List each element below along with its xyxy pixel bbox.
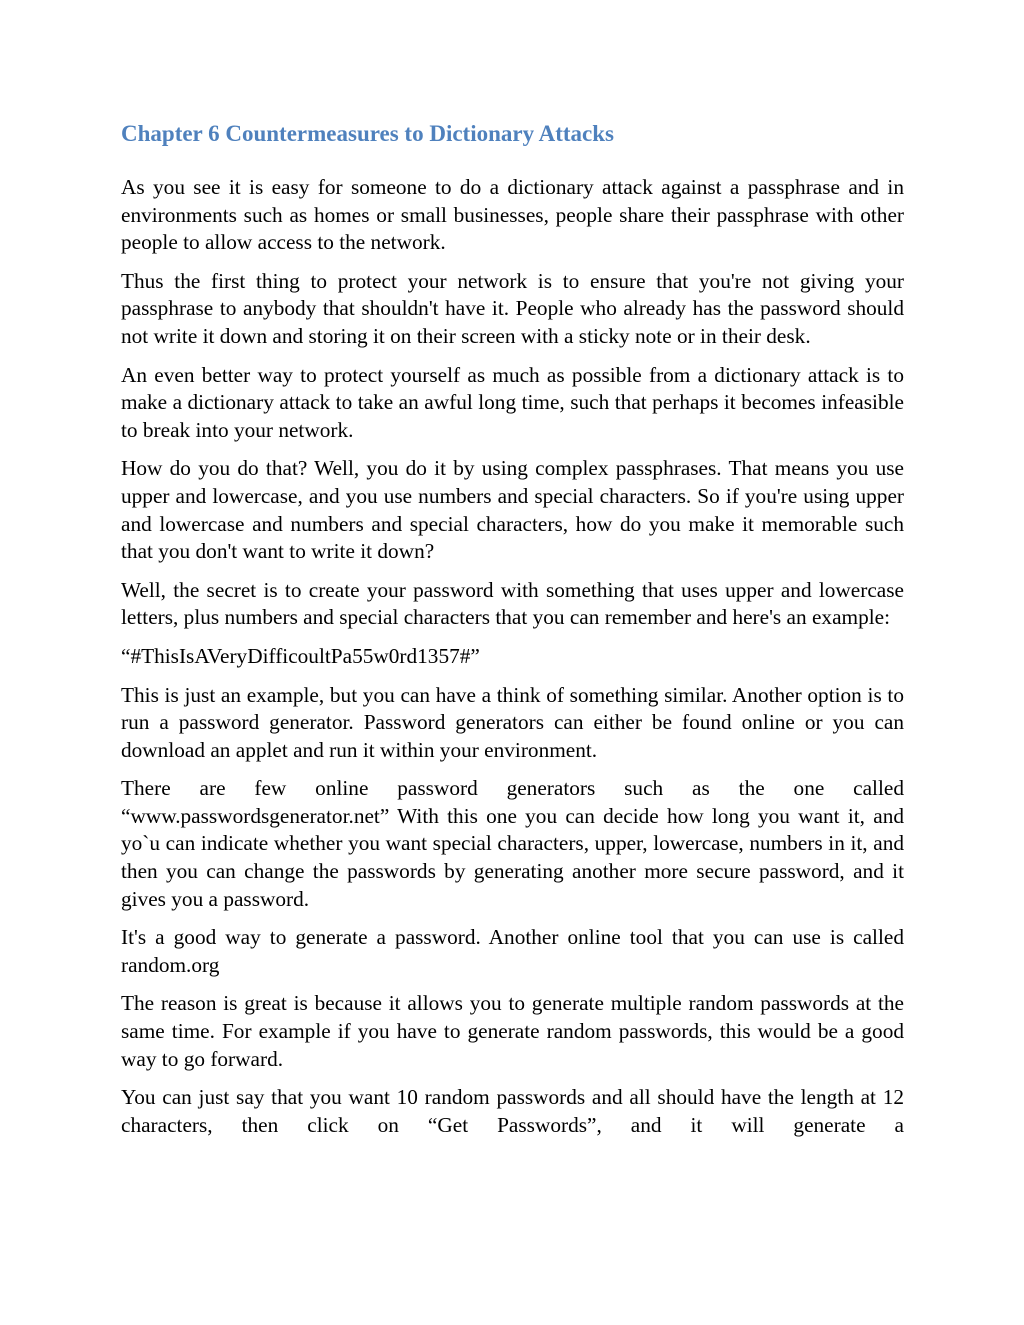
document-page <box>121 118 904 1150</box>
paragraph: There are few online password generators such as the one called “www.passwordsgenerator.net” With this one you can decide how long you want it, and yo`u can indicate whether you want special characters, upper, lowercase, numbers in it, and then you can change the passwords by generating another more secure password, and it gives you a password. <box>121 776 904 911</box>
paragraph: How do you do that? Well, you do it by using complex passphrases. That means you use upper and lowercase, and you use numbers and special characters. So if you're using upper and lowercase and numbers and special characters, how do you make it memorable such that you don't want to write it down? <box>121 456 904 564</box>
paragraph: This is just an example, but you can have a think of something similar. Another option is to run a password generator. Password generators can either be found online or you can download an applet and run it within your environment. <box>121 682 904 762</box>
paragraph: Thus the first thing to protect your network is to ensure that you're not giving your passphrase to anybody that shouldn't have it. People who already has the password should not write it down and storing it on their screen with a sticky note or in their desk. <box>121 268 904 348</box>
paragraph: An even better way to protect yourself as much as possible from a dictionary attack is to make a dictionary attack to take an awful long time, such that perhaps it becomes infeasible to break into your network. <box>121 362 904 442</box>
paragraph: It's a good way to generate a password. Another online tool that you can use is called random.org <box>121 925 904 977</box>
paragraph: The reason is great is because it allows you to generate multiple random passwords at the same time. For example if you have to generate random passwords, this would be a good way to go forward. <box>121 991 904 1071</box>
paragraph: As you see it is easy for someone to do a dictionary attack against a passphrase and in environments such as homes or small businesses, people share their passphrase with other people to allow access to the network. <box>121 175 904 255</box>
paragraph: You can just say that you want 10 random passwords and all should have the length at 12 characters, then click on “Get Passwords”, and it will generate a <box>121 1085 904 1137</box>
chapter-title: Chapter 6 Countermeasures to Dictionary Attacks <box>121 121 614 146</box>
example-password: “#ThisIsAVeryDifficoultPa55w0rd1357#” <box>121 643 480 668</box>
paragraph: Well, the secret is to create your password with something that uses upper and lowercase letters, plus numbers and special characters that you can remember and here's an example: <box>121 577 904 630</box>
